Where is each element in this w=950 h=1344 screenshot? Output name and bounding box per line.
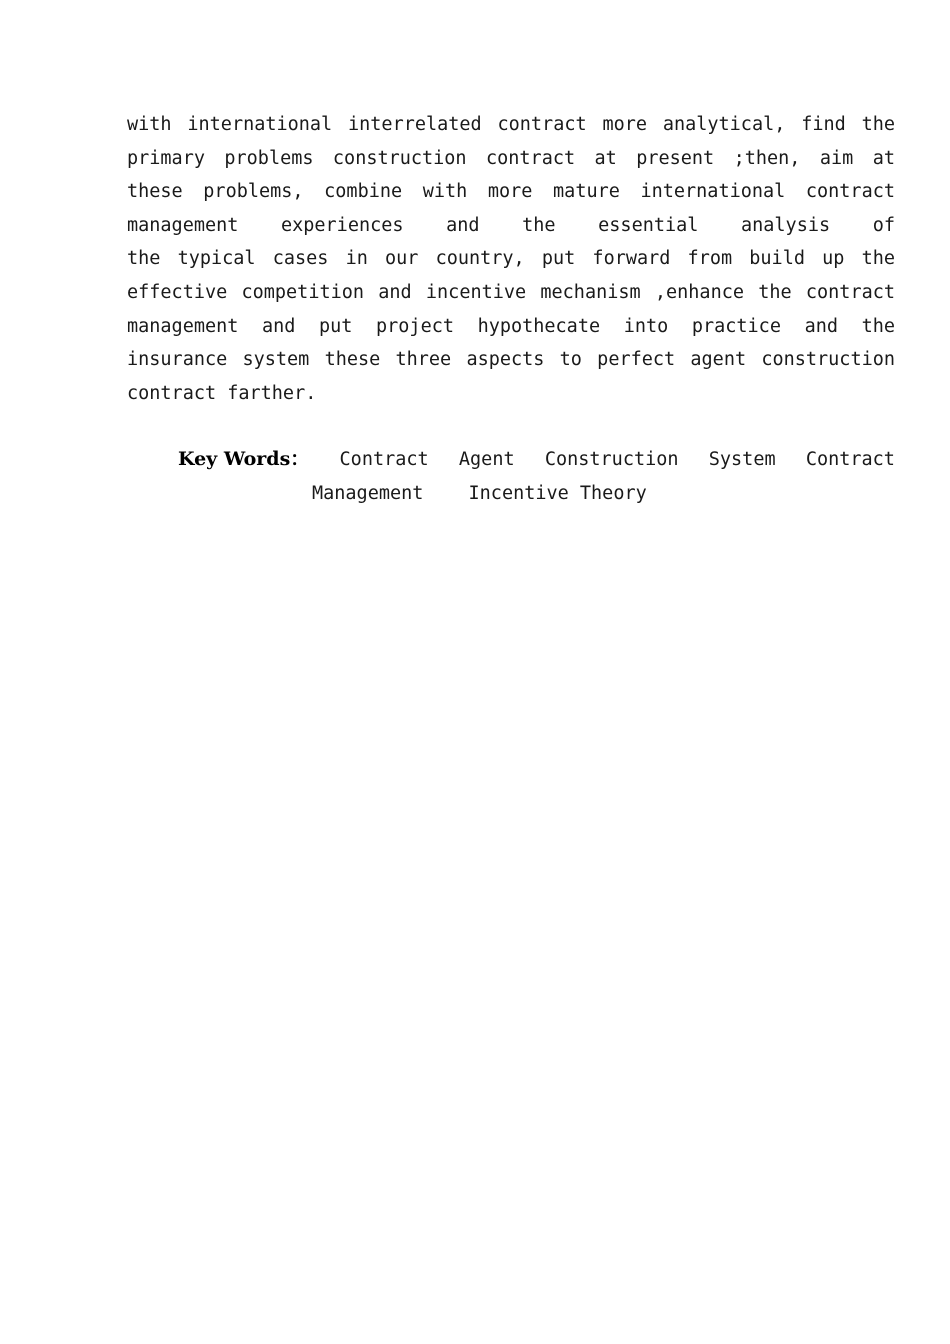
keyword-word: Construction [544,449,679,470]
abstract-line: insurance system these three aspects to perfect agent construction [127,349,895,371]
abstract-line: with international interrelated contract more analytical, find the [127,114,895,135]
keyword-word: Management [312,482,424,504]
abstract-line: the typical cases in our country, put forward from build up the [127,248,895,270]
keyword-word: Agent [458,449,515,470]
keywords-line [178,443,895,477]
abstract-paragraph [127,108,895,410]
keywords-label: Key Words： [178,448,310,470]
abstract-line: management and put project hypothecate into practice and the [127,315,895,337]
abstract-line: primary problems construction contract at present ;then, aim at [127,147,895,169]
abstract-line: management experiences and the essential analysis of [127,214,895,236]
keywords-line [178,477,895,511]
keyword-word: Contract [339,449,429,470]
abstract-line: contract farther. [127,382,317,404]
keyword-word: Contract [805,449,895,470]
keyword-word: Incentive Theory [468,482,647,504]
abstract-line: these problems, combine with more mature international contract [127,181,895,203]
keyword-word: System [708,449,776,470]
abstract-line: effective competition and incentive mechanism ,enhance the contract [127,281,895,303]
keywords-section [178,443,895,510]
